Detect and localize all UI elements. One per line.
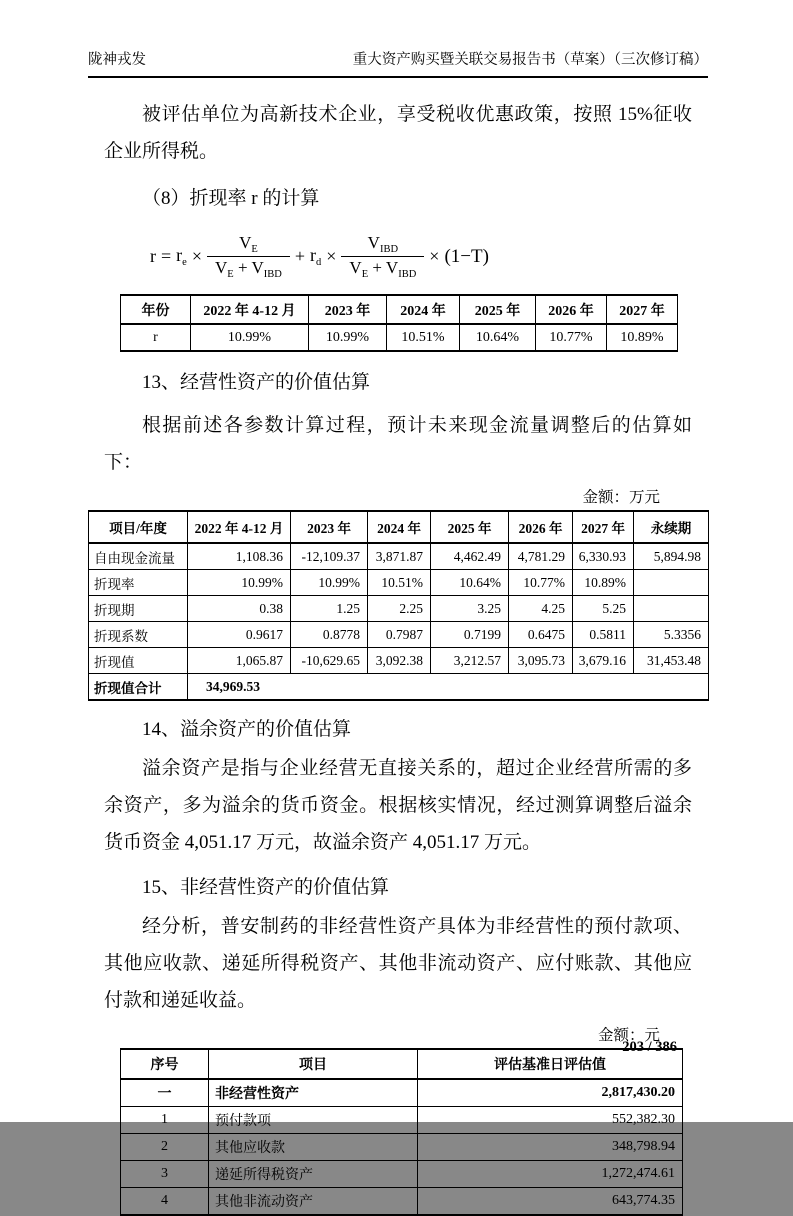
noa-header-value: 评估基准日评估值: [418, 1049, 683, 1079]
unit-label-yuan: 金额：元: [597, 1027, 660, 1044]
row-label-r: r: [121, 324, 191, 351]
dcf-cell: 1,108.36: [188, 543, 291, 570]
dcf-row-fcf: [89, 543, 709, 570]
header-cell-2026: 2026 年: [536, 295, 607, 324]
dcf-cell: 1,065.87: [188, 648, 291, 674]
dcf-cell: 10.77%: [509, 570, 573, 596]
dcf-cell: 0.5811: [573, 622, 634, 648]
noa-value: 2,817,430.20: [418, 1079, 683, 1107]
noa-row-other-noncurrent: [121, 1188, 683, 1216]
dcf-cell: 3,871.87: [368, 543, 431, 570]
noa-value: 1,272,474.61: [418, 1161, 683, 1188]
dcf-cell: 0.9617: [188, 622, 291, 648]
header-cell-2024: 2024 年: [387, 295, 460, 324]
dcf-header-2024: 2024 年: [368, 511, 431, 543]
noa-header-item: 项目: [209, 1049, 418, 1079]
dcf-cell: 3,212.57: [431, 648, 509, 674]
header-cell-2022: 2022 年 4-12 月: [191, 295, 309, 324]
dcf-row-label: 折现期: [89, 596, 188, 622]
r-value: 10.64%: [460, 324, 536, 351]
paragraph-surplus-assets: 溢余资产是指与企业经营无直接关系的，超过企业经营所需的多余资产，多为溢余的货币资金。根据核实情况，经过测算调整后溢余货币资金 4,051.17 万元，故溢余资产 4,051.17 万元。: [104, 758, 692, 853]
dcf-cell: 5.3356: [634, 622, 709, 648]
dcf-cell: 3,092.38: [368, 648, 431, 674]
noa-no: 1: [121, 1107, 209, 1134]
dcf-cell: 4,462.49: [431, 543, 509, 570]
header-cell-2027: 2027 年: [607, 295, 678, 324]
noa-row-total: [121, 1079, 683, 1107]
discount-rate-formula: [150, 233, 708, 280]
noa-item: 递延所得税资产: [209, 1161, 418, 1188]
dcf-row-label: 自由现金流量: [89, 543, 188, 570]
heading-operating-assets: 13、经营性资产的价值估算: [142, 372, 371, 393]
dcf-cell: 1.25: [291, 596, 368, 622]
heading-discount-rate-calc: （8）折现率 r 的计算: [142, 188, 320, 209]
dcf-header-row: [89, 511, 709, 543]
r-value: 10.99%: [309, 324, 387, 351]
unit-label-wan: 金额：万元: [582, 489, 660, 506]
formula-lhs: r: [150, 246, 156, 266]
dcf-cell: 0.38: [188, 596, 291, 622]
noa-header-no: 序号: [121, 1049, 209, 1079]
dcf-row-discount-rate: [89, 570, 709, 596]
paragraph-non-operating-assets: 经分析，普安制药的非经营性资产具体为非经营性的预付款项、其他应收款、递延所得税资产、其他非流动资产、应付账款、其他应付款和递延收益。: [104, 916, 692, 1011]
formula-tax-term: (1−T): [444, 245, 489, 267]
formula-fraction-equity: $\frac{V_E}{V_E + V_{IBD}}$: [207, 233, 290, 280]
discount-rate-value-row: [121, 324, 678, 351]
discount-rate-header-row: [121, 295, 678, 324]
dcf-cell: 0.6475: [509, 622, 573, 648]
dcf-cell: 10.89%: [573, 570, 634, 596]
dcf-cell: 10.64%: [431, 570, 509, 596]
dcf-cell: [634, 596, 709, 622]
dcf-cell: 2.25: [368, 596, 431, 622]
dcf-cell: 3,679.16: [573, 648, 634, 674]
dcf-header-2026: 2026 年: [509, 511, 573, 543]
formula-times3: ×: [429, 246, 440, 266]
dcf-header-perpetual: 永续期: [634, 511, 709, 543]
noa-header-row: [121, 1049, 683, 1079]
dcf-cell: 6,330.93: [573, 543, 634, 570]
dcf-row-label: 折现值: [89, 648, 188, 674]
dcf-valuation-table: [88, 510, 709, 701]
dcf-header-2025: 2025 年: [431, 511, 509, 543]
noa-no: 3: [121, 1161, 209, 1188]
dcf-cell: 5.25: [573, 596, 634, 622]
noa-value: 348,798.94: [418, 1134, 683, 1161]
dcf-cell: 4,781.29: [509, 543, 573, 570]
noa-no: 2: [121, 1134, 209, 1161]
paragraph-tax-policy: 被评估单位为高新技术企业，享受税收优惠政策，按照 15%征收企业所得税。: [104, 104, 692, 162]
noa-value: 552,382.30: [418, 1107, 683, 1134]
formula-fraction-debt: $\frac{V_{IBD}}{V_E + V_{IBD}}$: [341, 233, 424, 280]
dcf-cell: -12,109.37: [291, 543, 368, 570]
discount-rate-table: [120, 294, 678, 352]
dcf-cell: 5,894.98: [634, 543, 709, 570]
page-header: [88, 48, 708, 78]
noa-item: 其他非流动资产: [209, 1188, 418, 1216]
heading-non-operating-assets: 15、非经营性资产的价值估算: [142, 877, 390, 898]
header-report-title: 重大资产购买暨关联交易报告书（草案）（三次修订稿）: [352, 52, 708, 68]
dcf-row-label: 折现率: [89, 570, 188, 596]
dcf-cell: 31,453.48: [634, 648, 709, 674]
non-operating-assets-table: [120, 1048, 683, 1216]
noa-row-deferred-tax: [121, 1161, 683, 1188]
dcf-cell: 3,095.73: [509, 648, 573, 674]
dcf-cell: 10.99%: [188, 570, 291, 596]
noa-no: 4: [121, 1188, 209, 1216]
header-cell-year: 年份: [121, 295, 191, 324]
dcf-cell: 0.8778: [291, 622, 368, 648]
paragraph-dcf-intro: 根据前述各参数计算过程，预计未来现金流量调整后的估算如下：: [104, 415, 692, 473]
dcf-header-2023: 2023 年: [291, 511, 368, 543]
r-value: 10.99%: [191, 324, 309, 351]
dcf-cell: 10.51%: [368, 570, 431, 596]
dcf-row-discount-factor: [89, 622, 709, 648]
dcf-header-item: 项目/年度: [89, 511, 188, 543]
formula-re: $r_e$: [176, 245, 187, 268]
noa-row-other-receivables: [121, 1134, 683, 1161]
formula-times2: ×: [326, 246, 337, 266]
dcf-header-2022: 2022 年 4-12 月: [188, 511, 291, 543]
dcf-cell: 4.25: [509, 596, 573, 622]
dcf-header-2027: 2027 年: [573, 511, 634, 543]
dcf-cell: -10,629.65: [291, 648, 368, 674]
heading-surplus-assets: 14、溢余资产的价值估算: [142, 719, 352, 740]
r-value: 10.77%: [536, 324, 607, 351]
dcf-total-row: [89, 674, 709, 701]
dcf-cell: 0.7987: [368, 622, 431, 648]
r-value: 10.89%: [607, 324, 678, 351]
dcf-cell: [634, 570, 709, 596]
formula-times: ×: [191, 246, 202, 266]
formula-plus: +: [294, 246, 306, 266]
header-company-name: 陇神戎发: [88, 52, 146, 68]
dcf-cell: 0.7199: [431, 622, 509, 648]
dcf-cell: 3.25: [431, 596, 509, 622]
header-cell-2023: 2023 年: [309, 295, 387, 324]
noa-no: 一: [121, 1079, 209, 1107]
page-number: 203 / 386: [622, 1039, 677, 1055]
noa-value: 643,774.35: [418, 1188, 683, 1216]
header-cell-2025: 2025 年: [460, 295, 536, 324]
formula-equals: =: [161, 246, 172, 266]
dcf-cell: 10.99%: [291, 570, 368, 596]
dcf-total-value: 34,969.53: [188, 674, 709, 701]
dcf-row-label: 折现系数: [89, 622, 188, 648]
dcf-row-present-value: [89, 648, 709, 674]
noa-item: 非经营性资产: [209, 1079, 418, 1107]
formula-rd: $r_d$: [310, 245, 322, 268]
dcf-row-discount-period: [89, 596, 709, 622]
noa-item: 预付款项: [209, 1107, 418, 1134]
r-value: 10.51%: [387, 324, 460, 351]
noa-item: 其他应收款: [209, 1134, 418, 1161]
noa-row-prepayments: [121, 1107, 683, 1134]
dcf-total-label: 折现值合计: [89, 674, 188, 701]
